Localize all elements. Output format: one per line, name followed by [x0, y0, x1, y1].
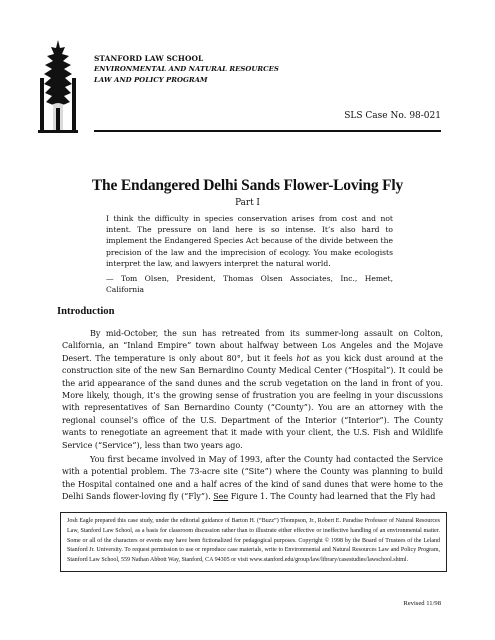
paragraph-text: Figure 1. The County had learned that the Fly had	[228, 492, 436, 502]
paragraph-text: as you kick dust around at the construction site of the new San Bernardino County Medical Center (“Hospital”). It could be the arid appearance of the sand dunes and the scrub vegetation on the land in front of you. More likely, though, it’s the growing sense of frustration you are feeling in your discussions with representatives of San Bernardino County (“County”). You are an attorney with the regional counsel’s office of the U.S. Department of the Interior (“Interior”). The County wants to renegotiate an agreement that it made with your client, the U.S. Fish and Wildlife Service (“Service”), less than two years ago.	[62, 353, 443, 450]
epigraph-attribution: — Tom Olsen, President, Thomas Olsen Associates, Inc., Hemet, California	[106, 274, 393, 295]
revision-date: Revised 11/98	[403, 600, 441, 607]
author-footnote-box: Josh Eagle prepared this case study, under the editorial guidance of Barton H. (“Buzz”) Thompson, Jr., Robert E. Paradise Professor of Natural Resources Law, Stanford Law School, as a basis for classroom discussion rather than to illustrate either effective or ineffective handling of an environmental matter. Some or all of the characters or events may have been fictionalized for pedagogical purposes. Copyright © 1998 by the Board of Trustees of the Leland Stanford Jr. University. To request permission to use or reproduce case materials, write to Environmental and Natural Resources Law and Policy Program, Stanford Law School, 559 Nathan Abbott Way, Stanford, CA 94305 or visit www.stanford.edu/group/law/library/casestudies/lawschool.shtml.	[60, 512, 447, 572]
introduction-paragraph-2	[62, 454, 443, 504]
paragraph-text: By mid-October, the sun has retreated from its summer-long assault on Colton, California, an “Inland Empire” town about halfway between Los Angeles and the Mojave Desert. The temperature is only about 80°, but it feels	[62, 329, 443, 363]
document-subtitle: Part I	[235, 198, 260, 208]
paragraph-text: You first became involved in May of 1993, after the County had contacted the Service with a potential problem. The 73-acre site (“Site”) where the County was planning to build the Hospital contained one and a half acres of the kind of sand dunes that were home to the Delhi Sands flower-loving fly (“Fly”).	[62, 455, 443, 502]
introduction-paragraph-1	[62, 328, 443, 452]
case-number: SLS Case No. 98-021	[344, 111, 441, 121]
section-heading-introduction: Introduction	[57, 306, 115, 317]
emphasis-text: hot	[296, 353, 310, 363]
document-title: The Endangered Delhi Sands Flower-Loving Fly	[91, 177, 404, 194]
program-line-1: ENVIRONMENTAL AND NATURAL RESOURCES	[94, 65, 279, 73]
program-line-2: LAW AND POLICY PROGRAM	[94, 76, 208, 84]
header-divider	[94, 130, 441, 132]
school-name: STANFORD LAW SCHOOL	[94, 54, 204, 63]
epigraph-quote: I think the difficulty in species conservation arises from cost and not intent. The pressure on land here is so intense. It’s also hard to implement the Endangered Species Act because of the divide between the precision of the law and the imprecision of ecology. You make ecologists interpret the law, and lawyers interpret the natural world.	[106, 214, 393, 268]
stanford-tree-logo-icon	[36, 38, 80, 140]
program-header	[94, 53, 279, 86]
see-reference: See	[213, 492, 229, 502]
